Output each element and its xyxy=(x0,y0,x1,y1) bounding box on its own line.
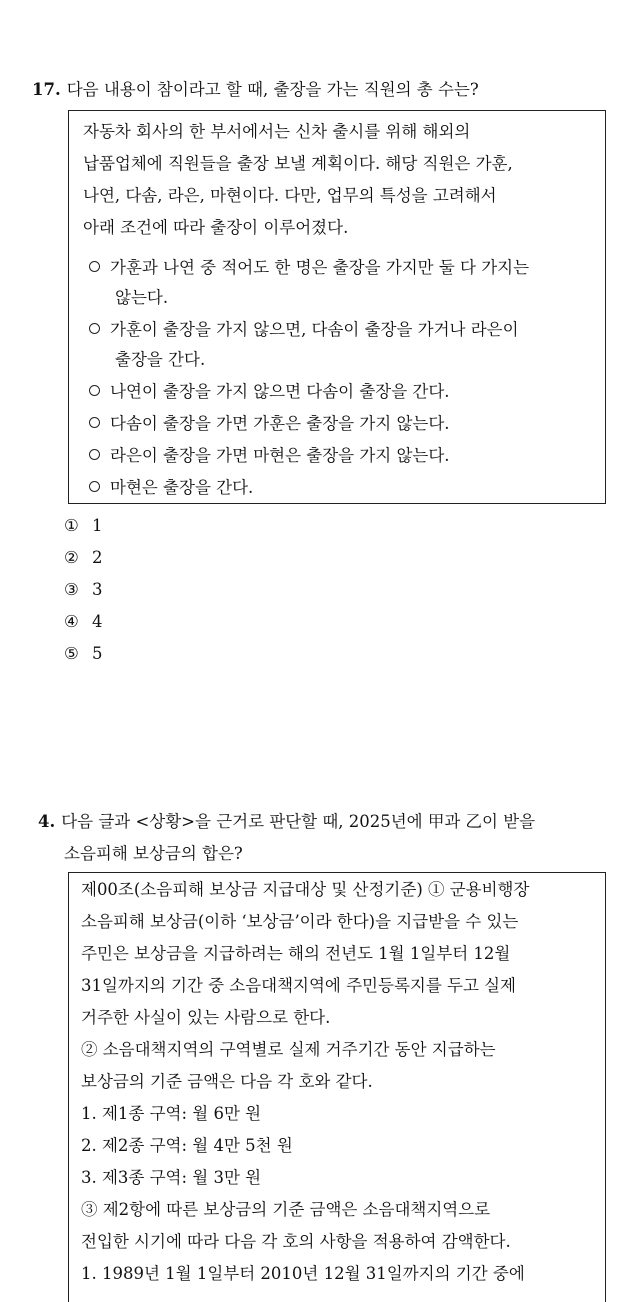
law-line: 1. 제1종 구역: 월 6만 원 xyxy=(81,1104,262,1123)
question-text: 다음 내용이 참이라고 할 때, 출장을 가는 직원의 총 수는? xyxy=(66,80,479,99)
choice-2[interactable]: ② 2 xyxy=(64,548,103,567)
law-line: 거주한 사실이 있는 사람으로 한다. xyxy=(81,1008,331,1027)
condition-item: 나연이 출장을 가지 않으면 다솜이 출장을 간다. xyxy=(89,381,450,403)
law-line: 보상금의 기준 금액은 다음 각 호와 같다. xyxy=(81,1072,373,1091)
circle-bullet-icon xyxy=(89,481,100,492)
question-text-cont: 소음피해 보상금의 합은? xyxy=(64,844,243,863)
law-line: 3. 제3종 구역: 월 3만 원 xyxy=(81,1168,262,1187)
choice-4[interactable]: ④ 4 xyxy=(64,612,103,631)
law-line: 1. 1989년 1월 1일부터 2010년 12월 31일까지의 기간 중에 xyxy=(81,1264,525,1283)
condition-item-cont: 않는다. xyxy=(115,288,169,307)
condition-item: 다솜이 출장을 가면 가훈은 출장을 가지 않는다. xyxy=(89,413,450,435)
condition-item-cont: 출장을 간다. xyxy=(115,350,206,369)
question-4-title xyxy=(38,808,535,832)
law-line: 전입한 시기에 따라 다음 각 호의 사항을 적용하여 감액한다. xyxy=(81,1232,511,1251)
question-number: 17. xyxy=(32,80,61,99)
circle-bullet-icon xyxy=(89,417,100,428)
intro-line: 자동차 회사의 한 부서에서는 신차 출시를 위해 해외의 xyxy=(83,122,471,141)
intro-line: 나연, 다솜, 라은, 마현이다. 다만, 업무의 특성을 고려해서 xyxy=(83,186,497,205)
choice-3[interactable]: ③ 3 xyxy=(64,580,103,599)
law-text-box xyxy=(68,872,606,1302)
intro-line: 납품업체에 직원들을 출장 보낼 계획이다. 해당 직원은 가훈, xyxy=(83,154,513,173)
condition-item: 가훈과 나연 중 적어도 한 명은 출장을 가지만 둘 다 가지는 xyxy=(89,257,529,279)
condition-item: 라은이 출장을 가면 마현은 출장을 가지 않는다. xyxy=(89,445,450,467)
question-number: 4. xyxy=(38,812,56,831)
law-line: 제00조(소음피해 보상금 지급대상 및 산정기준) ① 군용비행장 xyxy=(81,880,530,899)
choice-5[interactable]: ⑤ 5 xyxy=(64,644,103,663)
intro-line: 아래 조건에 따라 출장이 이루어졌다. xyxy=(83,218,349,237)
question-text: 다음 글과 <상황>을 근거로 판단할 때, 2025년에 甲과 乙이 받을 xyxy=(61,812,536,831)
law-line: 2. 제2종 구역: 월 4만 5천 원 xyxy=(81,1136,293,1155)
circle-bullet-icon xyxy=(89,323,100,334)
law-line: ③ 제2항에 따른 보상금의 기준 금액은 소음대책지역으로 xyxy=(81,1200,491,1219)
law-line: ② 소음대책지역의 구역별로 실제 거주기간 동안 지급하는 xyxy=(81,1040,496,1059)
law-line: 주민은 보상금을 지급하려는 해의 전년도 1월 1일부터 12월 xyxy=(81,944,511,963)
choice-1[interactable]: ① 1 xyxy=(64,516,103,535)
condition-item: 가훈이 출장을 가지 않으면, 다솜이 출장을 가거나 라은이 xyxy=(89,319,519,341)
law-line: 소음피해 보상금(이하 ‘보상금’이라 한다)을 지급받을 수 있는 xyxy=(81,912,519,931)
question-17-title xyxy=(32,76,479,100)
law-line: 31일까지의 기간 중 소음대책지역에 주민등록지를 두고 실제 xyxy=(81,976,517,995)
circle-bullet-icon xyxy=(89,385,100,396)
condition-item: 마현은 출장을 간다. xyxy=(89,477,253,499)
condition-box xyxy=(68,110,606,504)
circle-bullet-icon xyxy=(89,449,100,460)
circle-bullet-icon xyxy=(89,261,100,272)
